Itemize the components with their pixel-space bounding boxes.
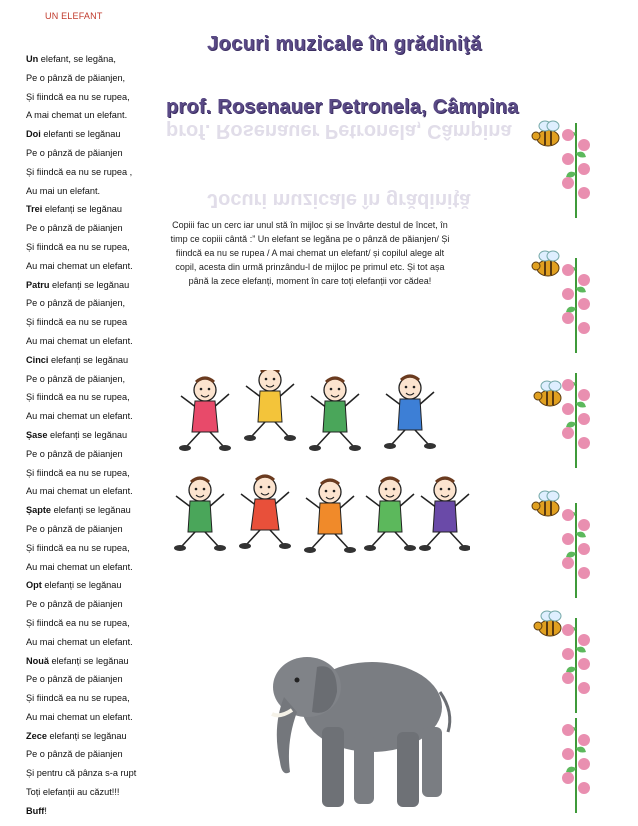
lyric-text: Pe o pânză de păianjen: [26, 599, 123, 610]
lyric-count-word: Cinci: [26, 354, 49, 365]
lyric-line: [26, 50, 176, 69]
lyric-count-word: Buff: [26, 805, 45, 816]
lyric-text: Pe o pânză de păianjen: [26, 674, 123, 685]
lyric-line: [26, 351, 176, 370]
lyric-text: Și fiindcă ea nu se rupea,: [26, 392, 130, 403]
lyric-line: [26, 727, 176, 746]
lyric-text: elefanți se legănau: [49, 279, 130, 290]
lyric-line: [26, 370, 176, 389]
lyric-line: [26, 802, 176, 821]
lyric-line: [26, 633, 176, 652]
lyric-line: [26, 445, 176, 464]
lyric-line: [26, 69, 176, 88]
lyric-text: Și fiindcă ea nu se rupea,: [26, 617, 130, 628]
lyric-line: [26, 426, 176, 445]
lyric-line: [26, 388, 176, 407]
lyric-text: Și pentru că pânza s-a rupt: [26, 768, 137, 779]
lyric-text: elefanți se legănau: [48, 655, 129, 666]
lyric-text: Și fiindcă ea nu se rupea: [26, 317, 128, 328]
dancing-children-illustration: [170, 370, 470, 575]
lyric-line: [26, 783, 176, 802]
lyric-line: [26, 106, 176, 125]
lyric-count-word: Șase: [26, 429, 48, 440]
page-title-reflection: Jocuri muzicale în grădiniţă: [207, 189, 471, 211]
lyric-text: Au mai un elefant.: [26, 185, 101, 196]
lyric-text: Au mai chemat un elefant.: [26, 411, 133, 422]
lyric-count-word: Zece: [26, 730, 47, 741]
song-heading: UN ELEFANT: [45, 11, 103, 21]
lyric-text: Și fiindcă ea nu se rupea,: [26, 467, 130, 478]
lyric-text: Pe o pânză de păianjen: [26, 523, 123, 534]
lyric-line: [26, 595, 176, 614]
lyric-count-word: Trei: [26, 204, 43, 215]
lyric-text: elefanti se legănau: [40, 129, 121, 140]
lyric-text: elefant, se legăna,: [38, 54, 116, 64]
lyric-text: !: [44, 805, 47, 816]
song-lyrics: [26, 50, 176, 821]
lyric-text: Și fiindcă ea nu se rupea,: [26, 693, 130, 704]
lyric-count-word: Un: [26, 54, 39, 64]
lyric-line: [26, 125, 176, 144]
lyric-text: Și fiindcă ea nu se rupea,: [26, 542, 130, 553]
lyric-line: [26, 501, 176, 520]
lyric-line: [26, 313, 176, 332]
lyric-count-word: Opt: [26, 580, 42, 591]
lyric-text: Pe o pânză de păianjen: [26, 223, 123, 234]
lyric-text: elefanți se legănau: [51, 505, 131, 516]
lyric-text: Au mai chemat un elefant.: [26, 561, 133, 572]
lyric-text: Toți elefanții au căzut!!!: [26, 787, 120, 798]
lyric-text: Pe o pânză de păianjen: [26, 749, 123, 760]
lyric-line: [26, 745, 176, 764]
lyric-line: [26, 163, 176, 182]
lyric-line: [26, 576, 176, 595]
lyric-line: [26, 332, 176, 351]
lyric-line: [26, 257, 176, 276]
lyric-count-word: Patru: [26, 279, 50, 290]
lyric-text: Pe o pânză de păianjen: [26, 147, 123, 158]
author-line-reflection: prof. Rosenauer Petronela, Câmpina: [166, 120, 512, 142]
lyric-text: Pe o pânză de păianjen,: [26, 72, 126, 83]
bee-and-flower-border: [528, 108, 636, 824]
elephant-illustration: [262, 632, 460, 817]
game-description: Copiii fac un cerc iar unul stă în mijloc și se învârte destul de încet, în timp ce copiii cântă :” Un elefant se legăna pe o pânză de păianjen/ Și fiindcă ea nu se rupea / A mai chemat un elefant/ și copilul alege alt copil, acesta din urmă prinzându-l de mijloc pe primul etc. Și tot așa până la zece elefanți, moment în care toți elefanții vor cădea!: [170, 220, 450, 286]
lyric-text: Au mai chemat un elefant.: [26, 486, 133, 497]
lyric-text: Și fiindcă ea nu se rupea,: [26, 91, 130, 102]
lyric-text: elefanți se legănau: [46, 730, 127, 741]
lyric-line: [26, 182, 176, 201]
lyric-line: [26, 558, 176, 577]
lyric-line: [26, 520, 176, 539]
lyric-text: elefanți se legănau: [41, 580, 122, 591]
lyric-line: [26, 614, 176, 633]
lyric-line: [26, 764, 176, 783]
lyric-line: [26, 144, 176, 163]
lyric-line: [26, 482, 176, 501]
lyric-text: Au mai chemat un elefant.: [26, 711, 133, 722]
lyric-count-word: Doi: [26, 129, 41, 140]
lyric-text: Pe o pânză de păianjen: [26, 448, 123, 459]
lyric-text: Au mai chemat un elefant.: [26, 260, 133, 271]
lyric-line: [26, 464, 176, 483]
lyric-line: [26, 276, 176, 295]
lyric-text: Au mai chemat un elefant.: [26, 636, 133, 647]
lyric-line: [26, 708, 176, 727]
lyric-text: elefanți se legănau: [48, 354, 129, 365]
lyric-text: A mai chemat un elefant.: [26, 110, 128, 121]
lyric-line: [26, 670, 176, 689]
lyric-count-word: Nouă: [26, 655, 49, 666]
lyric-text: elefanți se legănau: [42, 204, 123, 215]
lyric-text: Pe o pânză de păianjen,: [26, 373, 126, 384]
lyric-line: [26, 200, 176, 219]
lyric-line: [26, 238, 176, 257]
lyric-line: [26, 689, 176, 708]
lyric-text: elefanți se legănau: [47, 429, 128, 440]
author-line: prof. Rosenauer Petronela, Câmpina: [166, 96, 519, 118]
lyric-line: [26, 407, 176, 426]
lyric-count-word: Șapte: [26, 505, 52, 516]
lyric-line: [26, 219, 176, 238]
lyric-line: [26, 294, 176, 313]
lyric-text: Au mai chemat un elefant.: [26, 335, 133, 346]
lyric-text: Și fiindcă ea nu se rupea ,: [26, 166, 133, 177]
lyric-line: [26, 88, 176, 107]
lyric-text: Și fiindcă ea nu se rupea,: [26, 241, 130, 252]
lyric-line: [26, 652, 176, 671]
page-title: Jocuri muzicale în grădiniţă: [207, 33, 482, 55]
lyric-text: Pe o pânză de păianjen,: [26, 298, 126, 309]
lyric-line: [26, 539, 176, 558]
